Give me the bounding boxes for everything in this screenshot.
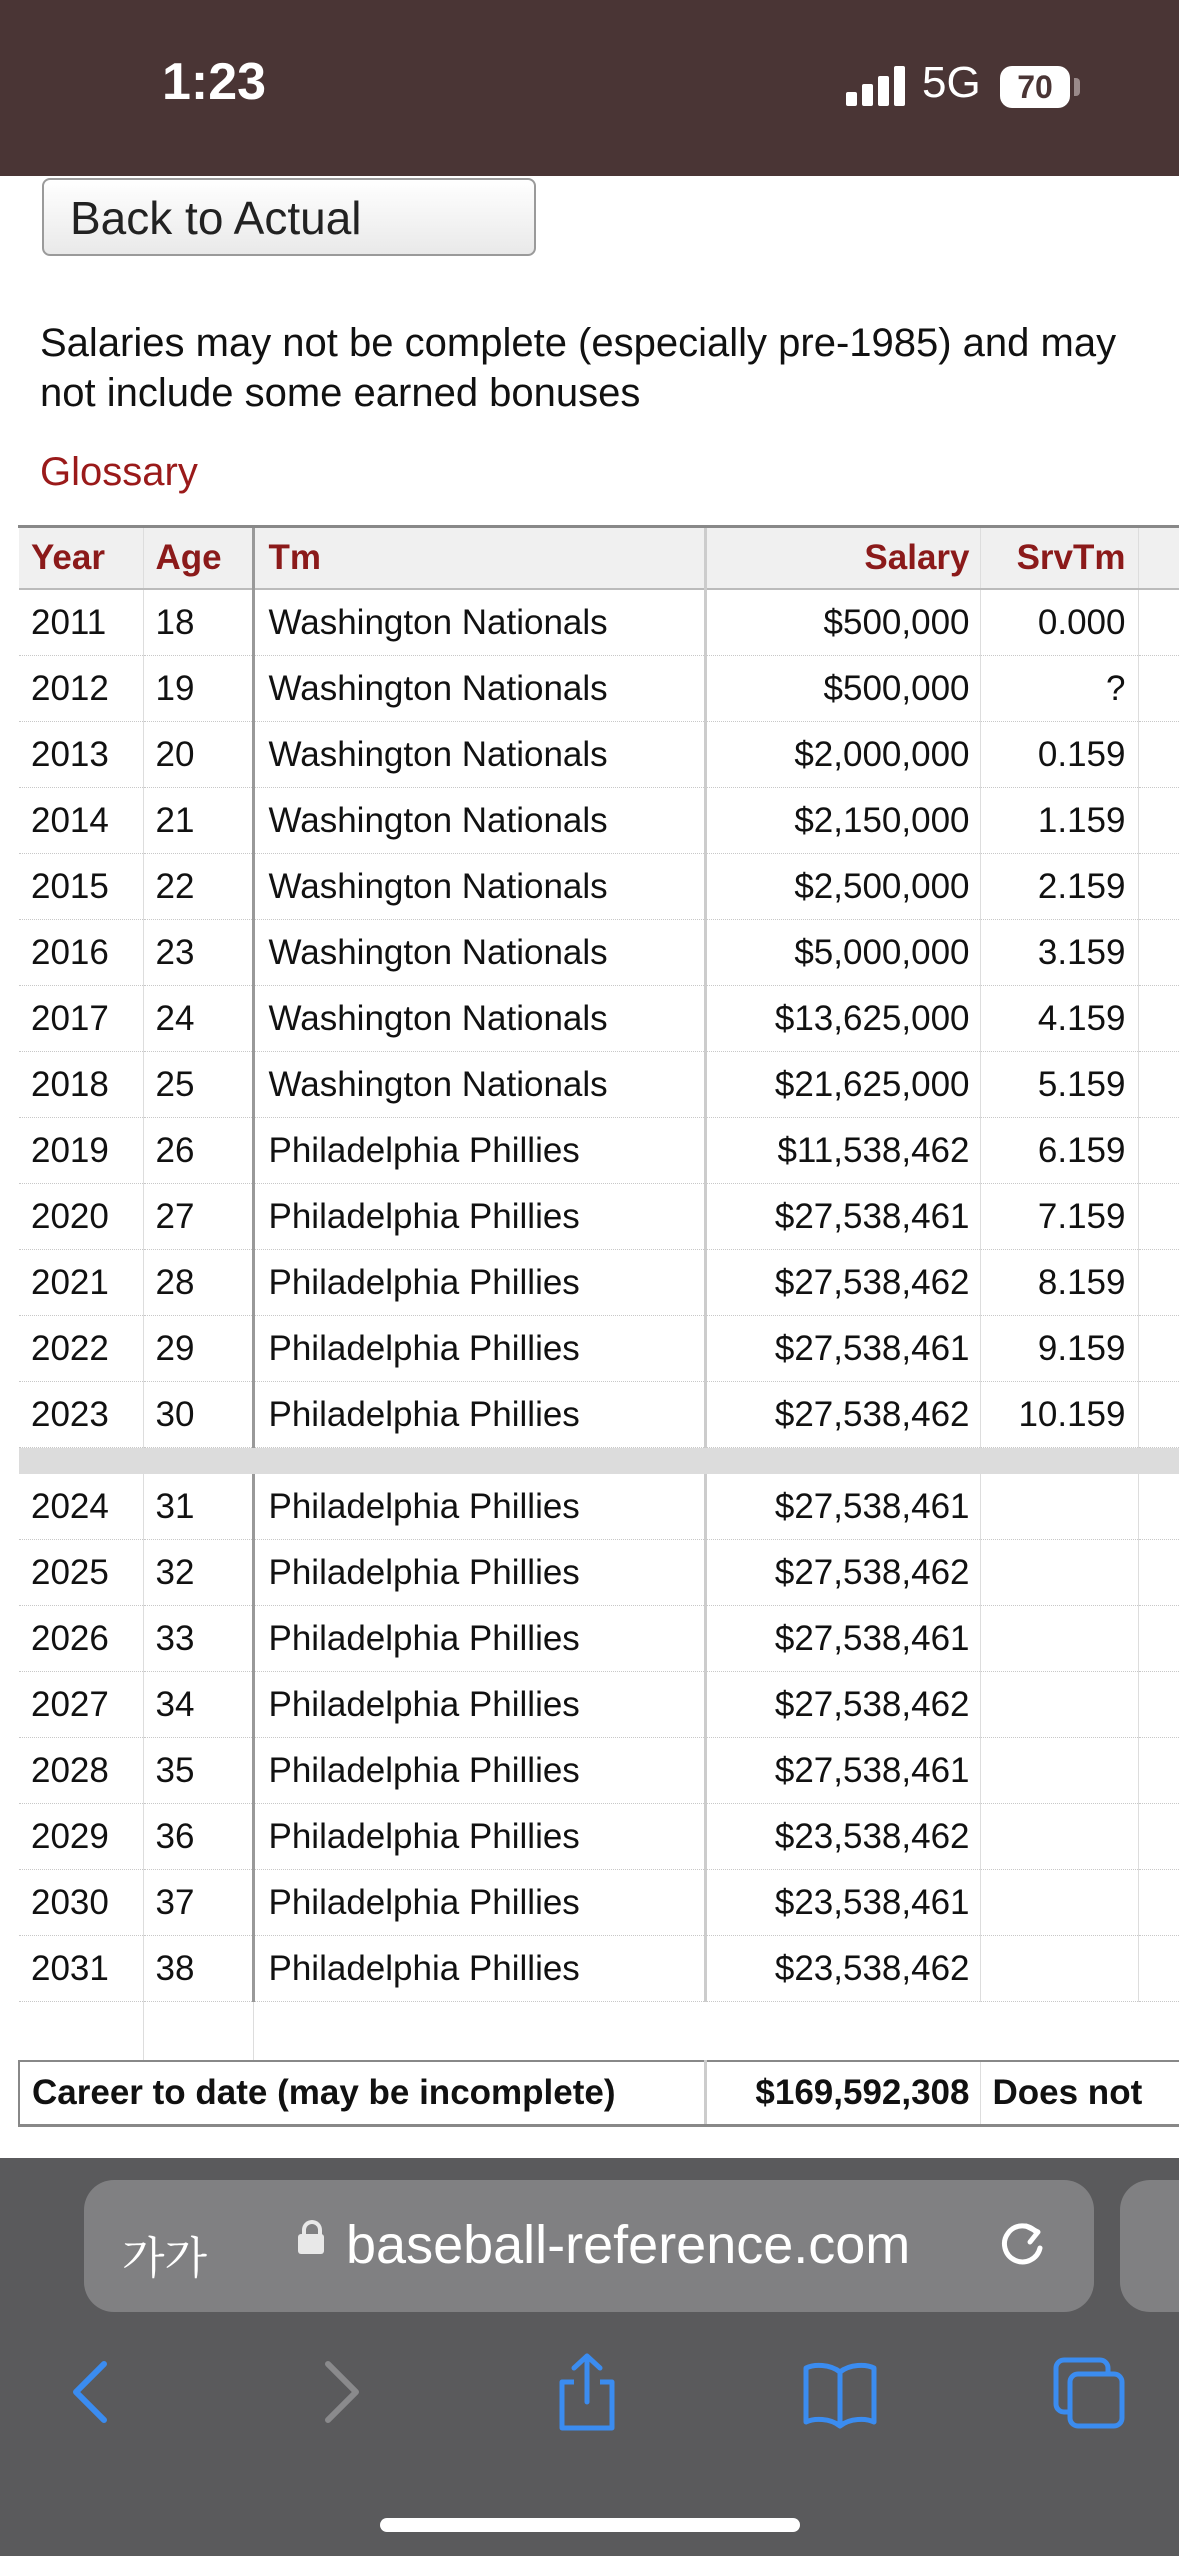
cell-overflow (1138, 1382, 1179, 1448)
cell-overflow (1138, 1606, 1179, 1672)
cell-overflow (1138, 1540, 1179, 1606)
cell-service-time: 0.159 (980, 722, 1138, 788)
cell-team[interactable]: Philadelphia Phillies (253, 1672, 705, 1738)
cell-age: 32 (143, 1540, 253, 1606)
career-salary: $169,592,308 (705, 2061, 980, 2126)
cell-overflow (1138, 1474, 1179, 1540)
cell-service-time: 8.159 (980, 1250, 1138, 1316)
cell-team[interactable]: Philadelphia Phillies (253, 1540, 705, 1606)
cell-year: 2012 (19, 656, 143, 722)
table-row (19, 1118, 1179, 1184)
cell-salary: $23,538,461 (705, 1870, 980, 1936)
cell-salary: $23,538,462 (705, 1804, 980, 1870)
cell-service-time: 4.159 (980, 986, 1138, 1052)
cell-team[interactable]: Washington Nationals (253, 589, 705, 656)
cell-team[interactable]: Philadelphia Phillies (253, 1804, 705, 1870)
cell-team[interactable]: Philadelphia Phillies (253, 1250, 705, 1316)
url-text[interactable]: baseball-reference.com (346, 2215, 911, 2275)
cell-service-time (980, 1474, 1138, 1540)
cell-team[interactable]: Washington Nationals (253, 788, 705, 854)
share-icon[interactable] (552, 2352, 622, 2432)
cell-year: 2025 (19, 1540, 143, 1606)
header-overflow (1138, 528, 1179, 589)
table-row (19, 656, 1179, 722)
cell-team[interactable]: Philadelphia Phillies (253, 1936, 705, 2002)
cell-overflow (1138, 1250, 1179, 1316)
cell-service-time: 6.159 (980, 1118, 1138, 1184)
cell-service-time (980, 1672, 1138, 1738)
cell-team[interactable]: Philadelphia Phillies (253, 1382, 705, 1448)
cell-year: 2024 (19, 1474, 143, 1540)
cell-overflow (1138, 1936, 1179, 2002)
glossary-link[interactable]: Glossary (40, 450, 198, 494)
cell-service-time: 3.159 (980, 920, 1138, 986)
cell-service-time: 1.159 (980, 788, 1138, 854)
table-row (19, 1804, 1179, 1870)
cell-year: 2019 (19, 1118, 143, 1184)
cell-team[interactable]: Washington Nationals (253, 986, 705, 1052)
cell-team[interactable]: Philadelphia Phillies (253, 1738, 705, 1804)
cell-team[interactable]: Washington Nationals (253, 722, 705, 788)
cell-team[interactable]: Philadelphia Phillies (253, 1870, 705, 1936)
cell-salary: $27,538,461 (705, 1316, 980, 1382)
cell-service-time: 0.000 (980, 589, 1138, 656)
cell-team[interactable]: Washington Nationals (253, 920, 705, 986)
table-row (19, 1738, 1179, 1804)
cell-salary: $500,000 (705, 589, 980, 656)
status-bar (0, 0, 1179, 176)
table-row (19, 1936, 1179, 2002)
network-label: 5G (922, 58, 981, 107)
cell-service-time (980, 1870, 1138, 1936)
cell-overflow (1138, 1672, 1179, 1738)
cell-salary: $21,625,000 (705, 1052, 980, 1118)
cell-salary: $13,625,000 (705, 986, 980, 1052)
table-blank-row (19, 2002, 1179, 2062)
cell-team[interactable]: Washington Nationals (253, 656, 705, 722)
table-row (19, 920, 1179, 986)
cell-age: 35 (143, 1738, 253, 1804)
cell-year: 2011 (19, 589, 143, 656)
table-row (19, 854, 1179, 920)
cell-overflow (1138, 1118, 1179, 1184)
battery-tip (1074, 78, 1080, 96)
cell-age: 25 (143, 1052, 253, 1118)
cell-service-time: 5.159 (980, 1052, 1138, 1118)
cell-salary: $27,538,462 (705, 1540, 980, 1606)
cell-service-time (980, 1804, 1138, 1870)
forward-nav-icon[interactable] (310, 2352, 370, 2432)
tabs-icon[interactable] (1050, 2352, 1130, 2432)
home-indicator (380, 2518, 800, 2532)
cell-age: 27 (143, 1184, 253, 1250)
text-size-button[interactable]: 가가 (122, 2234, 208, 2283)
cell-year: 2031 (19, 1936, 143, 2002)
table-header-row (19, 528, 1179, 589)
cell-age: 22 (143, 854, 253, 920)
cell-overflow (1138, 788, 1179, 854)
table-row (19, 1184, 1179, 1250)
career-label: Career to date (may be incomplete) (19, 2061, 705, 2126)
cell-age: 34 (143, 1672, 253, 1738)
cell-age: 30 (143, 1382, 253, 1448)
cell-salary: $27,538,461 (705, 1474, 980, 1540)
table-row (19, 1870, 1179, 1936)
cell-overflow (1138, 1316, 1179, 1382)
cell-salary: $500,000 (705, 656, 980, 722)
table-row (19, 1606, 1179, 1672)
header-team[interactable]: Tm (253, 528, 705, 589)
cell-service-time: 7.159 (980, 1184, 1138, 1250)
table-row (19, 1540, 1179, 1606)
header-year[interactable]: Year (19, 528, 143, 589)
cell-age: 19 (143, 656, 253, 722)
cell-year: 2030 (19, 1870, 143, 1936)
signal-icon (846, 66, 908, 106)
cell-service-time (980, 1606, 1138, 1672)
cell-service-time (980, 1540, 1138, 1606)
cell-year: 2029 (19, 1804, 143, 1870)
cell-age: 29 (143, 1316, 253, 1382)
cell-age: 18 (143, 589, 253, 656)
battery-icon: 70 (1000, 66, 1070, 108)
cell-age: 33 (143, 1606, 253, 1672)
cell-age: 36 (143, 1804, 253, 1870)
table-row (19, 788, 1179, 854)
cell-year: 2026 (19, 1606, 143, 1672)
cell-overflow (1138, 1052, 1179, 1118)
header-service-time[interactable]: SrvTm (980, 528, 1138, 589)
cell-salary: $11,538,462 (705, 1118, 980, 1184)
cell-salary: $27,538,462 (705, 1250, 980, 1316)
cell-salary: $23,538,462 (705, 1936, 980, 2002)
cell-age: 28 (143, 1250, 253, 1316)
header-salary[interactable]: Salary (705, 528, 980, 589)
cell-year: 2018 (19, 1052, 143, 1118)
cell-overflow (1138, 1184, 1179, 1250)
cell-overflow (1138, 1738, 1179, 1804)
cell-overflow (1138, 722, 1179, 788)
table-row (19, 986, 1179, 1052)
lock-icon (298, 2234, 324, 2254)
career-service: Does not (980, 2061, 1179, 2126)
cell-service-time (980, 1936, 1138, 2002)
cell-team[interactable]: Philadelphia Phillies (253, 1606, 705, 1672)
cell-salary: $2,000,000 (705, 722, 980, 788)
header-age[interactable]: Age (143, 528, 253, 589)
cell-salary: $27,538,461 (705, 1738, 980, 1804)
table-row (19, 1052, 1179, 1118)
cell-age: 23 (143, 920, 253, 986)
cell-year: 2016 (19, 920, 143, 986)
cell-salary: $27,538,461 (705, 1606, 980, 1672)
cell-year: 2022 (19, 1316, 143, 1382)
cell-service-time: 2.159 (980, 854, 1138, 920)
cell-overflow (1138, 1870, 1179, 1936)
cell-age: 37 (143, 1870, 253, 1936)
back-to-actual-button[interactable]: Back to Actual (42, 178, 536, 256)
cell-overflow (1138, 854, 1179, 920)
cell-year: 2015 (19, 854, 143, 920)
next-tab-card[interactable] (1120, 2180, 1179, 2312)
table-row (19, 722, 1179, 788)
cell-service-time: ? (980, 656, 1138, 722)
cell-salary: $2,500,000 (705, 854, 980, 920)
cell-team[interactable]: Philadelphia Phillies (253, 1316, 705, 1382)
career-row (19, 2061, 1179, 2126)
cell-year: 2020 (19, 1184, 143, 1250)
salary-note: Salaries may not be complete (especially pre-1985) and may not include some earned bonuses (40, 321, 1117, 415)
back-nav-icon[interactable] (62, 2352, 122, 2432)
cell-age: 21 (143, 788, 253, 854)
cell-overflow (1138, 656, 1179, 722)
cell-salary: $2,150,000 (705, 788, 980, 854)
cell-team[interactable]: Philadelphia Phillies (253, 1474, 705, 1540)
table-row (19, 1250, 1179, 1316)
status-time: 1:23 (162, 53, 267, 111)
cell-salary: $27,538,462 (705, 1382, 980, 1448)
reload-icon[interactable] (996, 2218, 1050, 2272)
cell-year: 2023 (19, 1382, 143, 1448)
cell-overflow (1138, 920, 1179, 986)
salary-table-container[interactable] (18, 525, 1179, 2140)
cell-service-time: 10.159 (980, 1382, 1138, 1448)
table-row (19, 589, 1179, 656)
cell-salary: $5,000,000 (705, 920, 980, 986)
cell-team[interactable]: Washington Nationals (253, 854, 705, 920)
cell-team[interactable]: Philadelphia Phillies (253, 1118, 705, 1184)
cell-salary: $27,538,461 (705, 1184, 980, 1250)
table-row (19, 1316, 1179, 1382)
cell-salary: $27,538,462 (705, 1672, 980, 1738)
salary-table (18, 528, 1179, 2127)
cell-year: 2014 (19, 788, 143, 854)
bookmarks-icon[interactable] (800, 2352, 880, 2432)
cell-age: 26 (143, 1118, 253, 1184)
cell-year: 2017 (19, 986, 143, 1052)
cell-team[interactable]: Philadelphia Phillies (253, 1184, 705, 1250)
cell-service-time: 9.159 (980, 1316, 1138, 1382)
cell-overflow (1138, 1804, 1179, 1870)
cell-year: 2027 (19, 1672, 143, 1738)
cell-overflow (1138, 986, 1179, 1052)
cell-year: 2013 (19, 722, 143, 788)
table-row (19, 1382, 1179, 1448)
cell-age: 20 (143, 722, 253, 788)
table-row (19, 1672, 1179, 1738)
table-row (19, 1474, 1179, 1540)
cell-year: 2021 (19, 1250, 143, 1316)
cell-age: 31 (143, 1474, 253, 1540)
cell-overflow (1138, 589, 1179, 656)
table-separator (19, 1448, 1179, 1475)
cell-age: 38 (143, 1936, 253, 2002)
cell-year: 2028 (19, 1738, 143, 1804)
cell-service-time (980, 1738, 1138, 1804)
cell-team[interactable]: Washington Nationals (253, 1052, 705, 1118)
cell-age: 24 (143, 986, 253, 1052)
